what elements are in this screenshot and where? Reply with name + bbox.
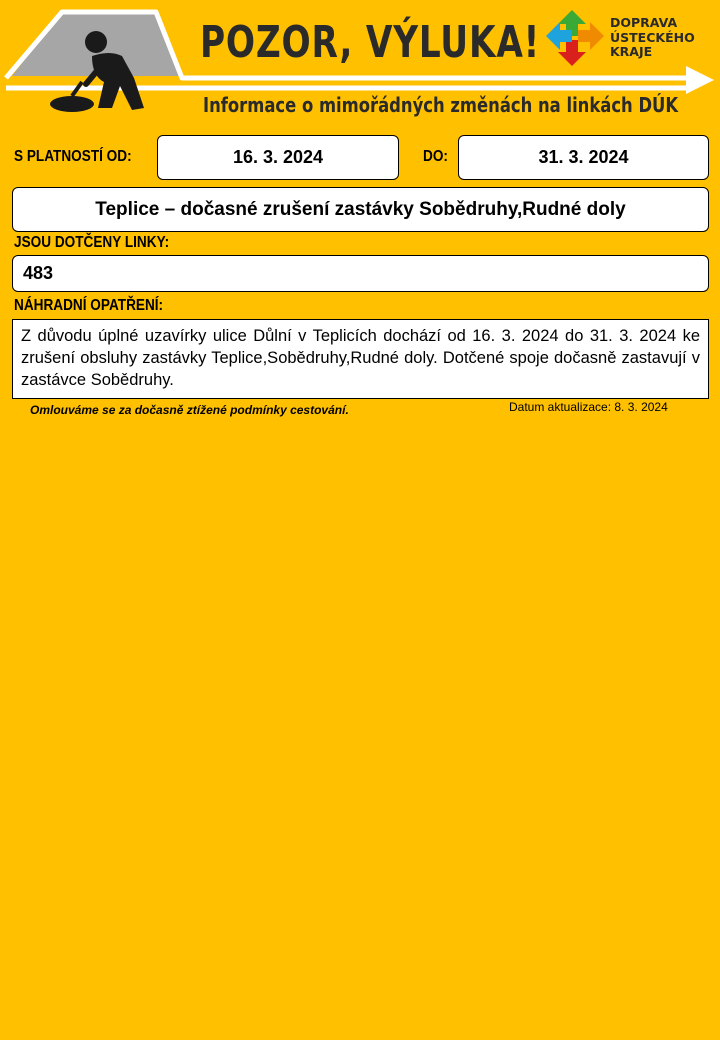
affected-lines-value: 483: [12, 255, 709, 292]
brand-line: DOPRAVA: [610, 15, 678, 30]
brand-name: [610, 16, 695, 60]
notice-headline: Teplice – dočasné zrušení zastávky Sobědruhy,Rudné doly: [12, 187, 709, 232]
valid-to-value: 31. 3. 2024: [458, 135, 709, 180]
page-subtitle: Informace o mimořádných změnách na linkách DÚK: [203, 93, 679, 117]
measures-label: NÁHRADNÍ OPATŘENÍ:: [14, 297, 164, 314]
page-title: POZOR, VÝLUKA!: [200, 17, 541, 68]
duk-logo-icon: [546, 10, 604, 66]
update-date: Datum aktualizace: 8. 3. 2024: [509, 400, 668, 414]
affected-lines-label: JSOU DOTČENY LINKY:: [14, 234, 170, 251]
measures-text: Z důvodu úplné uzavírky ulice Důlní v Teplicích dochází od 16. 3. 2024 do 31. 3. 2024 ke zrušení obsluhy zastávky Teplice,Sobědruhy,Rudné doly. Dotčené spoje dočasně zastavují v zastávce Sobědruhy.: [12, 319, 709, 399]
apology-note: Omlouváme se za dočasně ztížené podmínky cestování.: [30, 403, 349, 417]
valid-from-label: S PLATNOSTÍ OD:: [14, 148, 132, 165]
header-banner: [0, 0, 720, 128]
brand-line: KRAJE: [610, 44, 653, 59]
brand-line: ÚSTECKÉHO: [610, 29, 695, 45]
valid-to-label: DO:: [423, 148, 448, 165]
valid-from-value: 16. 3. 2024: [157, 135, 399, 180]
